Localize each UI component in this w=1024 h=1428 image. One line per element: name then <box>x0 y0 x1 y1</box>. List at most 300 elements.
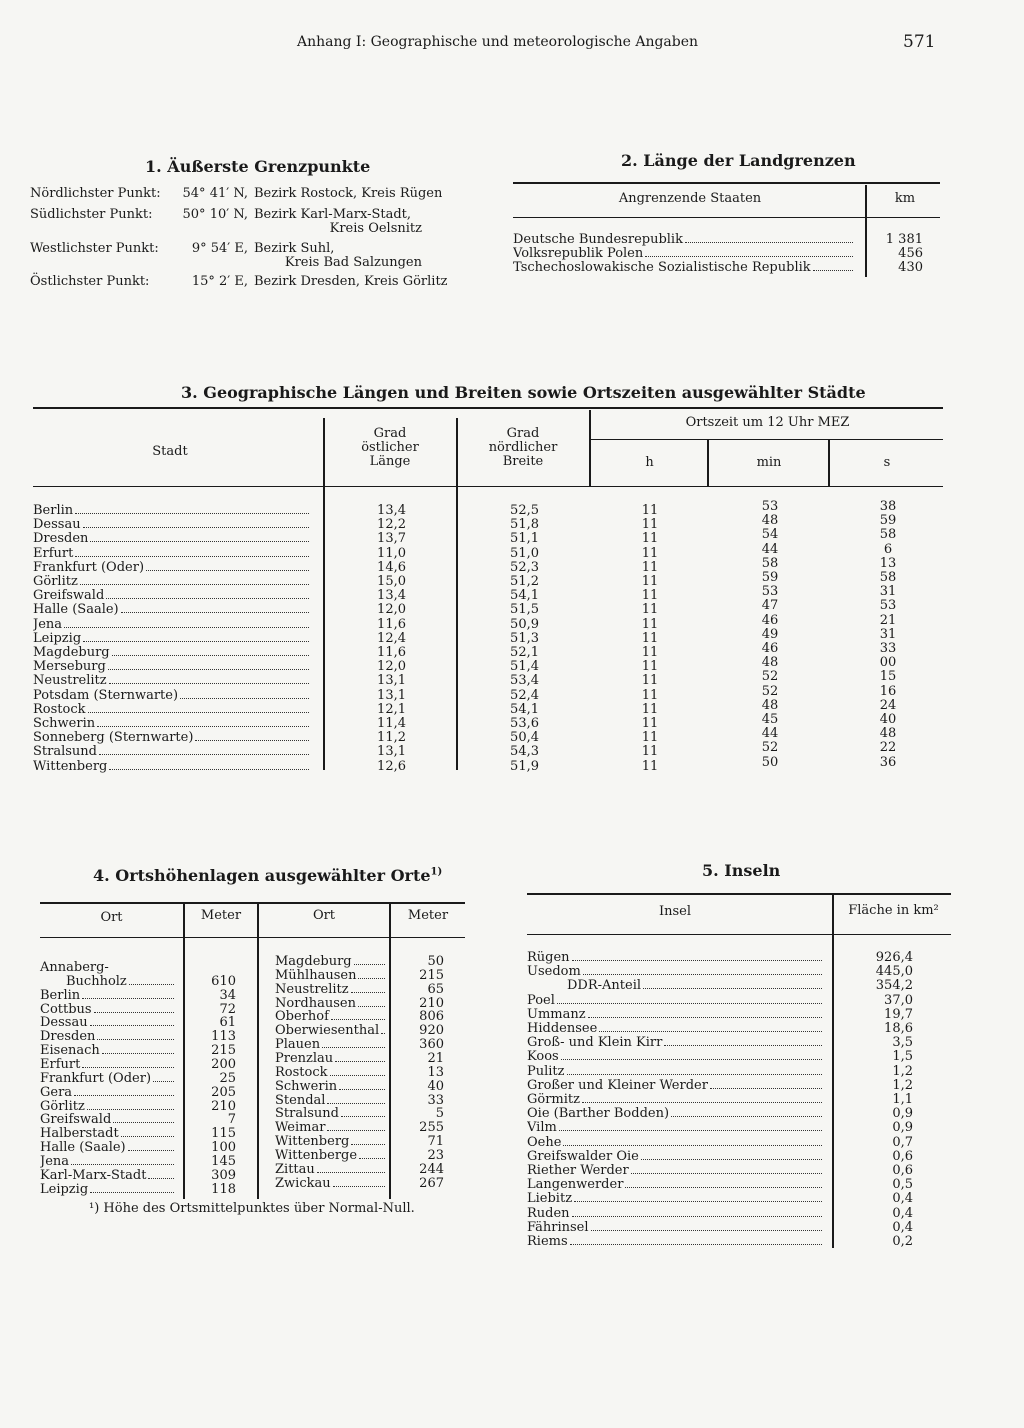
page-number: 571 <box>903 32 936 52</box>
s4-right-ort-text: Rostock <box>275 1065 328 1080</box>
s4-left-ort: Annaberg- <box>40 960 109 975</box>
s3-row-s: 58 <box>879 527 897 543</box>
s3-row-min: 54 <box>761 527 779 543</box>
s3-row-min: 50 <box>761 754 779 770</box>
s4-left-ort <box>40 1003 174 1017</box>
s3-row-breite: 53,6 <box>510 716 539 731</box>
s3-row-stadt <box>33 674 309 688</box>
s5-row-insel <box>527 1164 822 1178</box>
s5-row-insel <box>527 1136 822 1150</box>
dot-leader <box>574 1201 822 1202</box>
dot-leader <box>64 627 309 628</box>
s4-left-meter: 115 <box>211 1126 236 1142</box>
s5-row-insel-text: Vilm <box>527 1121 557 1136</box>
s5-row-flaeche: 18,6 <box>884 1021 913 1036</box>
s5-row-insel-text: Oie (Barther Bodden) <box>527 1107 670 1122</box>
s4-left-meter: 210 <box>211 1098 236 1114</box>
s3-row-laenge: 11,6 <box>377 645 406 660</box>
s4-right-ort <box>275 1163 385 1177</box>
s1-place: Bezirk Karl-Marx-Stadt, <box>254 207 412 222</box>
s2-col-km: km <box>894 191 916 206</box>
s4-right-meter: 50 <box>427 954 444 969</box>
s3-col-laenge-3: Länge <box>369 454 411 469</box>
s3-row-stadt <box>33 760 309 774</box>
dot-leader <box>317 1172 385 1173</box>
dot-leader <box>80 584 309 585</box>
s3-row-min: 46 <box>761 612 779 628</box>
s2-header-rule <box>513 217 940 218</box>
s4-right-meter: 33 <box>427 1092 444 1108</box>
s4-left-meter: 200 <box>211 1056 236 1072</box>
dot-leader <box>643 988 822 989</box>
s3-col-breite-2: nördlicher <box>488 440 558 455</box>
s1-label: Östlichster Punkt: <box>30 274 150 289</box>
dot-leader <box>108 669 309 670</box>
s2-row-name <box>513 233 853 247</box>
dot-leader <box>195 740 309 741</box>
s3-row-stadt <box>33 603 309 617</box>
s3-col-ortszeit: Ortszeit um 12 Uhr MEZ <box>685 415 850 430</box>
s3-row-stadt-text: Leipzig <box>33 631 82 646</box>
s4-left-ort-text: Cottbus <box>40 1002 92 1017</box>
s3-row-h: 11 <box>641 716 659 731</box>
section-5-title: 5. Inseln <box>702 861 781 880</box>
s5-row-insel-text: Großer und Kleiner Werder <box>527 1078 708 1093</box>
s2-row-name <box>513 261 853 275</box>
s5-row-flaeche: 1,2 <box>892 1077 913 1093</box>
s3-row-s: 48 <box>879 726 897 742</box>
s2-row-name-text: Deutsche Bundesrepublik <box>513 233 683 247</box>
s2-row-km: 430 <box>898 260 923 275</box>
s3-row-stadt-text: Jena <box>33 617 63 632</box>
s3-row-h: 11 <box>641 645 659 660</box>
dot-leader <box>330 1075 386 1076</box>
s3-div-2 <box>456 418 458 770</box>
dot-leader <box>75 556 309 557</box>
s5-header-rule <box>527 934 951 935</box>
s3-row-s: 22 <box>879 740 897 756</box>
s3-col-s: s <box>883 455 891 470</box>
s4-right-ort-text: Oberwiesenthal <box>275 1024 380 1039</box>
s5-row-insel <box>527 1235 822 1249</box>
dot-leader <box>71 1164 174 1165</box>
s3-row-s: 13 <box>879 555 897 571</box>
s3-row-s: 38 <box>879 499 897 514</box>
s3-row-breite: 51,8 <box>510 517 539 533</box>
s4-left-meter: 34 <box>219 987 236 1003</box>
dot-leader <box>591 1230 822 1231</box>
s4-right-ort-text: Magdeburg <box>275 955 352 969</box>
s3-row-laenge: 11,4 <box>377 716 406 731</box>
s3-row-stadt <box>33 745 309 759</box>
s3-row-min: 48 <box>761 697 779 713</box>
s4-left-meter: 205 <box>211 1084 236 1100</box>
s4-right-ort <box>275 997 385 1011</box>
s3-row-stadt-text: Frankfurt (Oder) <box>33 560 145 575</box>
s4-right-ort-text: Plauen <box>275 1038 321 1053</box>
s3-row-stadt-text: Dresden <box>33 532 89 547</box>
s3-col-breite <box>459 427 587 469</box>
s4-left-meter: 61 <box>219 1015 236 1031</box>
s5-row-flaeche: 1,2 <box>892 1063 913 1079</box>
s4-right-meter: 23 <box>427 1147 444 1163</box>
s4-right-ort <box>275 1149 385 1163</box>
s4-right-ort <box>275 1135 385 1149</box>
s5-row-insel-text: Riems <box>527 1235 568 1249</box>
s5-row-insel-text: Langenwerder <box>527 1178 624 1193</box>
s4-right-ort <box>275 1052 385 1066</box>
s3-row-stadt <box>33 717 309 731</box>
dot-leader <box>129 984 174 985</box>
s3-row-laenge: 11,2 <box>377 730 406 746</box>
s3-row-stadt <box>33 589 309 603</box>
s3-row-min: 52 <box>761 669 779 685</box>
s3-row-breite: 52,4 <box>510 687 539 703</box>
s4-right-meter: 255 <box>419 1120 444 1136</box>
dot-leader <box>710 1088 822 1089</box>
s4-left-meter: 113 <box>211 1029 236 1045</box>
s4-right-ort-text: Stralsund <box>275 1107 339 1122</box>
dot-leader <box>109 769 309 770</box>
s4-left-ort-text: Eisenach <box>40 1044 100 1059</box>
s4-left-ort-text: Karl-Marx-Stadt <box>40 1168 147 1183</box>
s3-row-breite: 50,4 <box>510 730 539 746</box>
s4-right-ort <box>275 1038 385 1052</box>
dot-leader <box>339 1089 385 1090</box>
s2-row-name-text: Volksrepublik Polen <box>513 247 644 261</box>
s3-row-h: 11 <box>641 503 659 518</box>
s4-left-ort-text: Erfurt <box>40 1057 81 1072</box>
s3-row-breite: 51,1 <box>510 531 539 547</box>
s5-row-insel-text: Fährinsel <box>527 1220 589 1235</box>
s4-left-meter: 145 <box>211 1153 236 1169</box>
s3-row-laenge: 14,6 <box>377 559 406 575</box>
s3-row-min: 58 <box>761 555 779 571</box>
dot-leader <box>83 641 309 642</box>
s4-top-rule <box>40 902 465 904</box>
s2-col-staaten: Angrenzende Staaten <box>618 191 762 206</box>
s3-col-laenge-1: Grad <box>373 426 407 441</box>
s5-row-insel-text: Görmitz <box>527 1093 580 1107</box>
s5-row-flaeche: 1,5 <box>892 1049 913 1065</box>
s5-row-flaeche: 0,4 <box>892 1219 913 1235</box>
s5-row-flaeche: 0,5 <box>892 1177 913 1193</box>
s5-row-flaeche: 445,0 <box>875 964 913 980</box>
s3-row-min: 47 <box>761 598 779 614</box>
dot-leader <box>645 256 853 257</box>
s3-row-h: 11 <box>641 574 659 589</box>
s3-row-laenge: 12,2 <box>377 517 406 533</box>
s5-row-flaeche: 0,2 <box>892 1234 913 1249</box>
running-header: Anhang I: Geographische und meteorologische Angaben <box>297 34 699 50</box>
s3-row-h: 11 <box>641 659 659 675</box>
s4-right-meter: 71 <box>427 1134 444 1150</box>
s5-row-insel <box>527 1121 822 1135</box>
s4-left-meter: 72 <box>219 1001 236 1017</box>
s5-row-insel <box>527 1207 822 1221</box>
s3-row-stadt <box>33 703 309 717</box>
dot-leader <box>625 1187 822 1188</box>
s1-coord: 15° 2′ E, <box>191 274 248 289</box>
s3-row-stadt-text: Halle (Saale) <box>33 603 119 618</box>
dot-leader <box>582 1102 822 1103</box>
s3-row-stadt <box>33 618 309 632</box>
s4-left-ort <box>40 1127 174 1141</box>
s5-row-insel-text: Liebitz <box>527 1192 573 1207</box>
s3-row-stadt <box>33 532 309 546</box>
s5-row-flaeche: 0,6 <box>892 1148 913 1164</box>
s4-left-ort <box>40 1058 174 1072</box>
dot-leader <box>94 1012 174 1013</box>
s3-row-stadt-text: Magdeburg <box>33 646 110 660</box>
s4-left-ort <box>40 1072 174 1086</box>
s3-row-s: 59 <box>879 513 897 529</box>
dot-leader <box>351 992 385 993</box>
s3-row-laenge: 13,4 <box>377 503 406 518</box>
s4-right-ort <box>275 1010 385 1024</box>
s3-ortszeit-rule <box>591 439 943 440</box>
dot-leader <box>88 712 310 713</box>
s3-row-laenge: 13,1 <box>377 744 406 760</box>
s3-row-s: 40 <box>879 712 897 727</box>
dot-leader <box>641 1159 822 1160</box>
s5-row-insel-text: Usedom <box>527 965 581 980</box>
s3-row-h: 11 <box>641 730 659 746</box>
s3-row-stadt <box>33 632 309 646</box>
s4-left-ort <box>40 989 174 1003</box>
s4-left-ort <box>66 975 174 989</box>
s4-left-ort <box>40 1016 174 1030</box>
s4-left-ort-text: Dresden <box>40 1030 96 1045</box>
s3-row-laenge: 12,4 <box>377 630 406 646</box>
s1-label: Südlichster Punkt: <box>30 207 153 222</box>
s3-row-min: 44 <box>761 726 779 742</box>
s5-row-insel <box>527 965 822 979</box>
s3-row-s: 58 <box>879 570 897 585</box>
s3-row-min: 52 <box>761 683 779 699</box>
s4-right-meter: 40 <box>427 1078 444 1094</box>
s3-row-h: 11 <box>641 616 659 632</box>
dot-leader <box>82 1067 174 1068</box>
s5-row-insel-text: Groß- und Klein Kirr <box>527 1036 663 1051</box>
s3-row-s: 6 <box>883 541 893 557</box>
dot-leader <box>381 1033 385 1034</box>
s3-row-h: 11 <box>641 687 659 703</box>
dot-leader <box>567 1074 822 1075</box>
s3-row-stadt-text: Erfurt <box>33 546 74 561</box>
dot-leader <box>572 960 822 961</box>
s4-right-ort <box>275 1080 385 1094</box>
s3-row-s: 00 <box>879 655 897 671</box>
s3-row-min: 48 <box>761 513 779 529</box>
s4-right-ort-text: Zwickau <box>275 1176 331 1191</box>
s4-right-meter: 13 <box>427 1064 444 1080</box>
s3-row-min: 59 <box>761 570 779 585</box>
s3-row-laenge: 13,1 <box>377 687 406 703</box>
dot-leader <box>572 1216 822 1217</box>
s3-row-stadt <box>33 689 309 703</box>
dot-leader <box>599 1031 822 1032</box>
dot-leader <box>121 612 309 613</box>
section-4-title <box>93 866 442 885</box>
s3-row-s: 36 <box>879 754 897 770</box>
s3-row-min: 53 <box>761 584 779 600</box>
s3-row-laenge: 11,6 <box>377 616 406 632</box>
dot-leader <box>112 655 309 656</box>
s3-row-stadt <box>33 646 309 660</box>
s3-col-stadt: Stadt <box>152 444 188 459</box>
s4-right-meter: 806 <box>419 1009 444 1025</box>
section-1-title: 1. Äußerste Grenzpunkte <box>145 157 371 176</box>
s4-right-meter: 21 <box>427 1050 444 1066</box>
s4-right-ort <box>275 955 385 969</box>
dot-leader <box>121 1136 174 1137</box>
s5-row-insel <box>527 1192 822 1206</box>
s1-place: Bezirk Rostock, Kreis Rügen <box>254 186 443 201</box>
s4-left-ort-text: Frankfurt (Oder) <box>40 1071 152 1086</box>
s5-row-insel <box>527 1022 822 1036</box>
s3-row-breite: 54,1 <box>510 588 539 604</box>
s3-col-breite-1: Grad <box>506 426 540 441</box>
section-3-title: 3. Geographische Längen und Breiten sowie Ortszeiten ausgewählter Städte <box>181 383 866 402</box>
s4-left-meter: 100 <box>211 1140 236 1156</box>
s4-right-meter: 5 <box>435 1106 444 1122</box>
dot-leader <box>322 1047 385 1048</box>
section-4-title-sup: 1) <box>430 866 443 878</box>
dot-leader <box>671 1116 822 1117</box>
s5-row-insel <box>527 1093 822 1107</box>
s5-row-flaeche: 19,7 <box>884 1006 913 1022</box>
s4-left-ort <box>40 1044 174 1058</box>
s4-right-ort-text: Oberhof <box>275 1010 329 1025</box>
s4-div-3 <box>389 904 391 1199</box>
s3-row-stadt-text: Rostock <box>33 702 86 717</box>
s5-row-insel-text: Koos <box>527 1050 559 1065</box>
dot-leader <box>631 1173 822 1174</box>
s3-row-min: 46 <box>761 641 779 656</box>
dot-leader <box>128 1150 174 1151</box>
s4-left-meter: 118 <box>211 1181 236 1197</box>
dot-leader <box>148 1178 174 1179</box>
s4-right-ort <box>275 1121 385 1135</box>
s2-top-rule <box>513 182 940 184</box>
s4-right-ort-text: Wittenberg <box>275 1135 350 1150</box>
s3-row-breite: 54,3 <box>510 744 539 760</box>
s4-right-ort-text: Wittenberge <box>275 1148 358 1163</box>
dot-leader <box>90 1192 174 1193</box>
s5-row-insel <box>527 1107 822 1121</box>
s3-row-h: 11 <box>641 588 659 604</box>
dot-leader <box>90 541 309 542</box>
s4-right-ort-text: Weimar <box>275 1121 326 1136</box>
s4-right-ort <box>275 983 385 997</box>
s3-row-s: 31 <box>879 626 897 642</box>
s3-row-min: 53 <box>761 499 779 514</box>
s5-row-insel <box>527 1008 822 1022</box>
s1-coord: 54° 41′ N, <box>182 186 248 201</box>
s3-row-stadt <box>33 660 309 674</box>
s3-col-laenge-2: östlicher <box>361 440 419 455</box>
dot-leader <box>97 726 309 727</box>
dot-leader <box>588 1017 822 1018</box>
dot-leader <box>97 1039 174 1040</box>
s4-right-ort <box>275 969 385 983</box>
dot-leader <box>354 964 385 965</box>
dot-leader <box>664 1045 822 1046</box>
s4-col-ort-left: Ort <box>100 910 123 925</box>
s4-right-ort <box>275 1107 385 1121</box>
s5-row-insel-text: Pulitz <box>527 1064 565 1079</box>
s3-row-min: 48 <box>761 655 779 671</box>
dot-leader <box>102 1053 174 1054</box>
s3-row-s: 31 <box>879 584 897 600</box>
s3-row-stadt-text: Wittenberg <box>33 759 108 774</box>
s4-right-ort-text: Prenzlau <box>275 1051 334 1066</box>
s3-col-laenge <box>326 427 454 469</box>
s4-left-ort-text: Greifswald <box>40 1113 112 1128</box>
s4-left-meter: 25 <box>219 1070 236 1086</box>
s3-col-h: h <box>645 455 654 470</box>
dot-leader <box>99 754 309 755</box>
s5-row-insel <box>527 1221 822 1235</box>
dot-leader <box>87 1109 174 1110</box>
s1-place: Bezirk Suhl, <box>254 241 335 256</box>
s3-row-h: 11 <box>641 630 659 646</box>
s3-row-breite: 51,4 <box>510 659 539 675</box>
s5-row-flaeche: 0,9 <box>892 1120 913 1136</box>
s5-row-insel-text: Rügen <box>527 951 570 965</box>
dot-leader <box>333 1186 385 1187</box>
s5-row-flaeche: 926,4 <box>875 950 913 965</box>
s5-row-insel-text: DDR-Anteil <box>567 979 642 994</box>
s3-row-stadt-text: Dessau <box>33 518 81 533</box>
s3-row-min: 45 <box>761 712 779 727</box>
s3-row-stadt-text: Greifswald <box>33 589 105 604</box>
dot-leader <box>74 1095 174 1096</box>
s3-row-breite: 53,4 <box>510 673 539 689</box>
s3-row-stadt <box>33 504 309 518</box>
s4-right-ort <box>275 1024 385 1038</box>
s5-row-flaeche: 3,5 <box>892 1035 913 1051</box>
s3-row-laenge: 13,4 <box>377 588 406 604</box>
s5-row-flaeche: 0,9 <box>892 1106 913 1122</box>
s4-left-ort-text: Görlitz <box>40 1099 85 1114</box>
s3-row-breite: 51,3 <box>510 630 539 646</box>
dot-leader <box>557 1003 822 1004</box>
dot-leader <box>90 1025 174 1026</box>
dot-leader <box>351 1144 385 1145</box>
s4-right-ort-text: Schwerin <box>275 1079 338 1094</box>
s3-row-breite: 52,3 <box>510 559 539 575</box>
dot-leader <box>153 1081 174 1082</box>
s3-row-laenge: 15,0 <box>377 574 406 589</box>
s3-row-stadt <box>33 547 309 561</box>
dot-leader <box>685 242 853 243</box>
s5-row-flaeche: 0,4 <box>892 1205 913 1221</box>
dot-leader <box>83 527 309 528</box>
s3-row-h: 11 <box>641 517 659 533</box>
s3-div-1 <box>323 418 325 770</box>
s4-right-meter: 244 <box>419 1161 444 1177</box>
dot-leader <box>583 974 822 975</box>
s4-left-ort <box>40 1030 174 1044</box>
s4-left-meter: 7 <box>227 1112 236 1128</box>
s3-row-min: 52 <box>761 740 779 756</box>
s3-row-h: 11 <box>641 545 659 561</box>
s3-row-breite: 52,5 <box>510 503 539 518</box>
dot-leader <box>358 1006 385 1007</box>
s3-row-stadt-text: Neustrelitz <box>33 674 107 689</box>
